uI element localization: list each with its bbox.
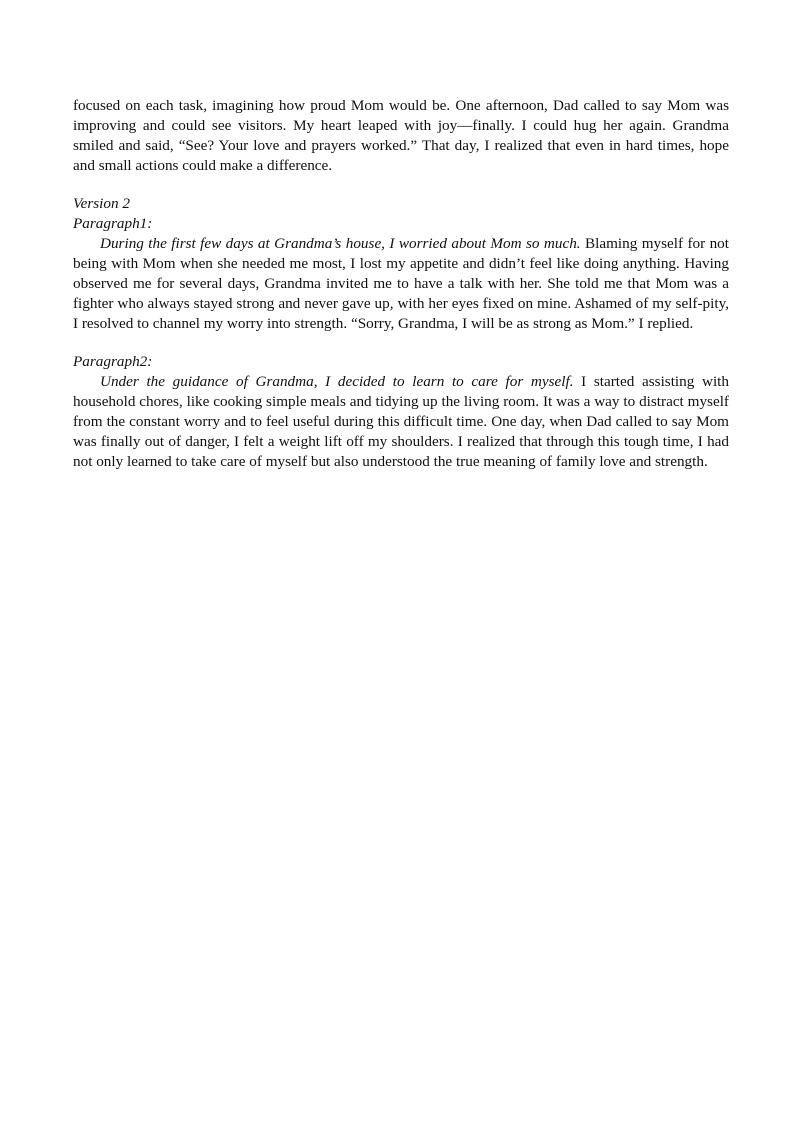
section-spacer	[73, 176, 729, 194]
paragraph1-text	[73, 234, 729, 334]
section-spacer	[73, 334, 729, 352]
paragraph2-text	[73, 372, 729, 472]
continuation-paragraph: focused on each task, imagining how proud Mom would be. One afternoon, Dad called to say Mom was improving and could see visitors. My heart leaped with joy—finally. I could hug her again. Grandma smiled and said, “See? Your love and prayers worked.” That day, I realized that even in hard times, hope and small actions could make a difference.	[73, 97, 729, 174]
paragraph1-lead-sentence: During the first few days at Grandma’s house, I worried about Mom so much.	[100, 235, 581, 252]
paragraph1-body: Blaming myself for not being with Mom when she needed me most, I lost my appetite and didn’t feel like doing anything. Having observed me for several days, Grandma invited me to have a talk with her. She told me that Mom was a fighter who always stayed strong and never gave up, with her eyes fixed on mine. Ashamed of my self-pity, I resolved to channel my worry into strength. “Sorry, Grandma, I will be as strong as Mom.” I replied.	[73, 235, 729, 332]
paragraph2-lead-sentence: Under the guidance of Grandma, I decided to learn to care for myself.	[100, 373, 574, 390]
paragraph2-heading: Paragraph2:	[73, 353, 153, 370]
version-heading: Version 2	[73, 195, 130, 212]
paragraph2-body: I started assisting with household chores, like cooking simple meals and tidying up the living room. It was a way to distract myself from the constant worry and to feel useful during this difficult time. One day, when Dad called to say Mom was finally out of danger, I felt a weight lift off my shoulders. I realized that through this tough time, I had not only learned to take care of myself but also understood the true meaning of family love and strength.	[73, 373, 729, 470]
document-page	[73, 96, 729, 472]
paragraph1-heading: Paragraph1:	[73, 215, 153, 232]
